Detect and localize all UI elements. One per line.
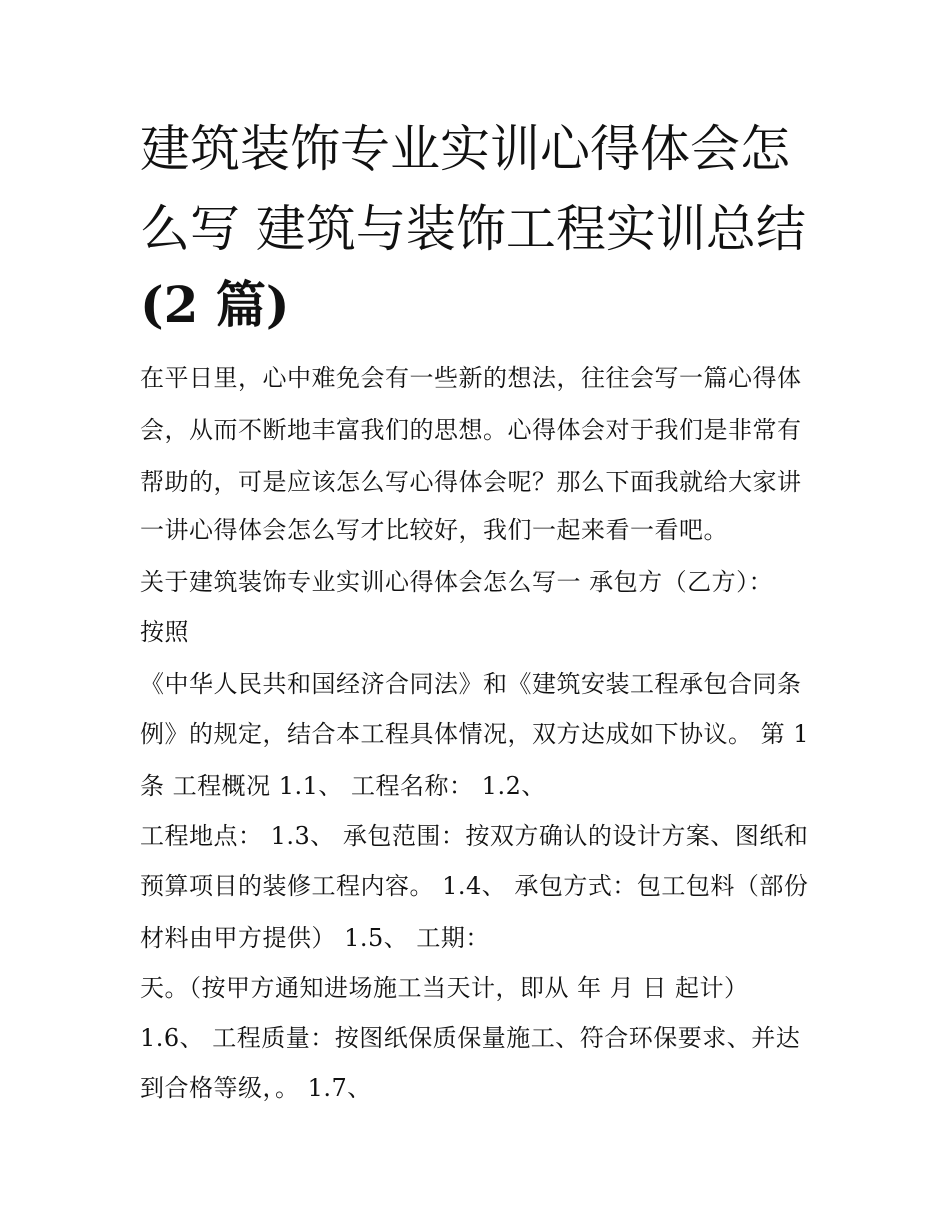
body-line-5: 关于建筑装饰专业实训心得体会怎么写一 承包方（乙方）： bbox=[140, 568, 774, 596]
body-line-7: 《中华人民共和国经济合同法》和《建筑安装工程承包合同条 bbox=[140, 670, 802, 698]
body-line-15: 到合格等级，。 1.7、 bbox=[140, 1074, 372, 1102]
body-line-3: 帮助的，可是应该怎么写心得体会呢？那么下面我就给大家讲 bbox=[140, 468, 802, 496]
document-title-line-3: (2 篇) bbox=[140, 275, 290, 334]
document-title-line-2: 么写 建筑与装饰工程实训总结 bbox=[140, 200, 806, 258]
document-title-line-1: 建筑装饰专业实训心得体会怎 bbox=[140, 120, 790, 178]
body-line-14: 1.6、 工程质量：按图纸保质保量施工、符合环保要求、并达 bbox=[140, 1024, 801, 1052]
body-line-10: 工程地点： 1.3、 承包范围：按双方确认的设计方案、图纸和 bbox=[140, 822, 809, 850]
body-line-2: 会，从而不断地丰富我们的思想。心得体会对于我们是非常有 bbox=[140, 416, 802, 444]
body-line-4: 一讲心得体会怎么写才比较好，我们一起来看一看吧。 bbox=[140, 516, 728, 544]
body-line-11: 预算项目的装修工程内容。 1.4、 承包方式：包工包料（部份 bbox=[140, 872, 809, 900]
body-line-6: 按照 bbox=[140, 618, 189, 646]
body-line-13: 天。（按甲方通知进场施工当天计，即从 年 月 日 起计） bbox=[140, 974, 749, 1002]
body-line-1: 在平日里，心中难免会有一些新的想法，往往会写一篇心得体 bbox=[140, 364, 802, 392]
body-line-9: 条 工程概况 1.1、 工程名称： 1.2、 bbox=[140, 772, 546, 800]
body-line-12: 材料由甲方提供） 1.5、 工期： bbox=[140, 924, 490, 952]
body-line-8: 例》的规定，结合本工程具体情况，双方达成如下协议。 第 1 bbox=[140, 720, 810, 748]
